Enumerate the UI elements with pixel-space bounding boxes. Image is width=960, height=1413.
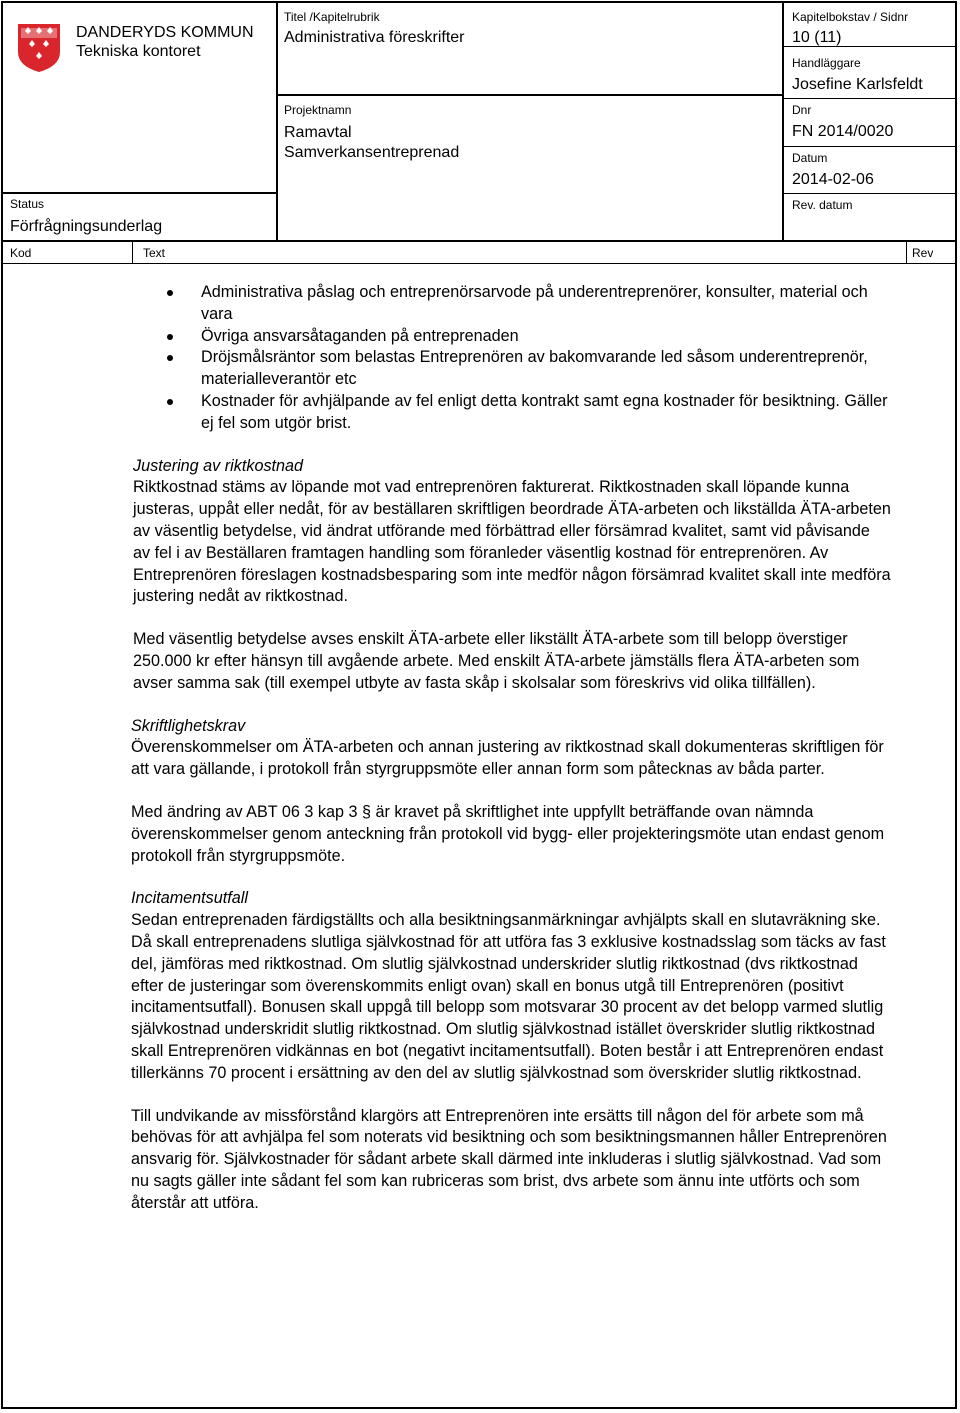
divider	[906, 240, 907, 264]
date-label: Datum	[792, 151, 828, 165]
divider	[782, 146, 956, 147]
divider	[782, 2, 784, 240]
document-body	[131, 282, 891, 1214]
paragraph: Överenskommelser om ÄTA-arbeten och annan justering av riktkostnad skall dokumenteras skriftligen för att vara gällande, i protokoll från styrgruppsmöte eller annan form som påtecknas av båda parter.	[131, 738, 884, 779]
date-value: 2014-02-06	[792, 171, 874, 188]
municipal-crest-icon	[16, 22, 62, 74]
title-label: Titel /Kapitelrubrik	[284, 10, 380, 24]
paragraph: Med väsentlig betydelse avses enskilt ÄTA-arbete eller likställt ÄTA-arbete som till belopp överstiger 250.000 kr efter hänsyn till avgående arbete. Med enskilt ÄTA-arbete jämställs flera ÄTA-arbeten som avser samma sak (till exempel utbyte av fasta skåp i skolsalar som föreskrivs vid olika tillfällen).	[133, 630, 860, 692]
divider	[782, 98, 956, 99]
divider	[276, 94, 782, 96]
dnr-value: FN 2014/0020	[792, 123, 894, 140]
status-value: Förfrågningsunderlag	[10, 218, 163, 235]
org-dept: Tekniska kontoret	[76, 43, 201, 60]
list-item: Administrativa påslag och entreprenörsarvode på underentreprenörer, konsulter, material och vara	[131, 282, 891, 326]
org-name: DANDERYDS KOMMUN	[76, 24, 254, 41]
section-heading: Skriftlighetskrav	[131, 716, 246, 735]
col-text: Text	[143, 246, 166, 260]
status-label: Status	[10, 197, 45, 211]
page-title: Administrativa föreskrifter	[284, 29, 465, 46]
section-heading: Incitamentsutfall	[131, 889, 248, 908]
rev-date-label: Rev. datum	[792, 198, 853, 212]
section-heading: Justering av riktkostnad	[133, 456, 304, 475]
page-number: 10 (11)	[792, 29, 842, 46]
project-label: Projektnamn	[284, 103, 352, 117]
divider	[2, 192, 276, 194]
paragraph: Med ändring av ABT 06 3 kap 3 § är kravet på skriftlighet inte uppfyllt beträffande ovan nämnda överenskommelser genom anteckning från protokoll vid bygg- eller projekteringsmöte utan endast genom protokoll från styrgruppsmöte.	[131, 802, 885, 865]
list-item: Kostnader för avhjälpande av fel enligt detta kontrakt samt egna kostnader för besiktning. Gäller ej fel som utgör brist.	[131, 391, 891, 435]
divider	[132, 240, 133, 264]
project-line1: Ramavtal	[284, 124, 352, 141]
divider	[2, 240, 956, 242]
handler-value: Josefine Karlsfeldt	[792, 76, 923, 93]
paragraph: Till undvikande av missförstånd klargörs att Entreprenören inte ersätts till någon del för arbete som må behövas för att avhjälpa fel som noterats vid besiktning och som besiktningsmannen håller Entreprenören ansvarig för. Självkostnader för sådant arbete skall därmed inte inkluderas i slutlig självkostnad. Vad som nu sagts gäller inte sådant fel som kan rubriceras som brist, dvs arbete som ännu inte utförts och som återstår att utföra.	[131, 1106, 887, 1212]
bullet-list	[131, 282, 891, 435]
project-line2: Samverkansentreprenad	[284, 144, 460, 161]
dnr-label: Dnr	[792, 103, 812, 117]
list-item: Övriga ansvarsåtaganden på entreprenaden	[131, 326, 891, 348]
divider	[782, 193, 956, 194]
paragraph: Riktkostnad stäms av löpande mot vad entreprenören fakturerat. Riktkostnaden skall löpande kunna justeras, uppåt eller nedåt, för av beställaren skriftligen beordrade ÄTA-arbeten och likställda ÄTA-arbeten av väsentlig betydelse, vid ändrat utförande med förbättrad eller försämrad kvalitet, samt vid påvisande av fel i av Beställaren framtagen handling som föranleder väsentlig kostnad för entreprenören. Av Entreprenören föreslagen kostnadsbesparing som inte medför någon försämrad kvalitet skall inte medföra justering nedåt av riktkostnad.	[133, 478, 891, 606]
divider	[276, 2, 278, 240]
divider	[2, 263, 956, 264]
handler-label: Handläggare	[792, 56, 861, 70]
col-rev: Rev	[912, 246, 934, 260]
paragraph: Sedan entreprenaden färdigställts och alla besiktningsanmärkningar avhjälpts skall en slutavräkning ske. Då skall entreprenadens slutliga självkostnad för att utföra fas 3 exklusive kostnadsslag som täcks av fast del, jämföras med riktkostnad. Om slutlig självkostnad underskrider slutlig riktkostnad (dvs riktkostnad efter de justeringar som överenskommits enligt ovan) skall en bonus utgå till Entreprenören (positivt incitamentsutfall). Bonusen skall uppgå till belopp som motsvarar 30 procent av det belopp varmed slutlig självkostnad underskridit slutlig riktkostnad. Om slutlig självkostnad istället överskrider slutlig riktkostnad skall Entreprenören vidkännas en bot (negativt incitamentsutfall). Boten består i att Entreprenören endast tillerkänns 70 procent i ersättning av den del av slutlig självkostnad som överskrider slutlig riktkostnad.	[131, 911, 886, 1082]
list-item: Dröjsmålsräntor som belastas Entreprenören av bakomvarande led såsom underentreprenör, materialleverantör etc	[131, 347, 891, 391]
page-label: Kapitelbokstav / Sidnr	[792, 10, 909, 24]
col-kod: Kod	[10, 246, 32, 260]
